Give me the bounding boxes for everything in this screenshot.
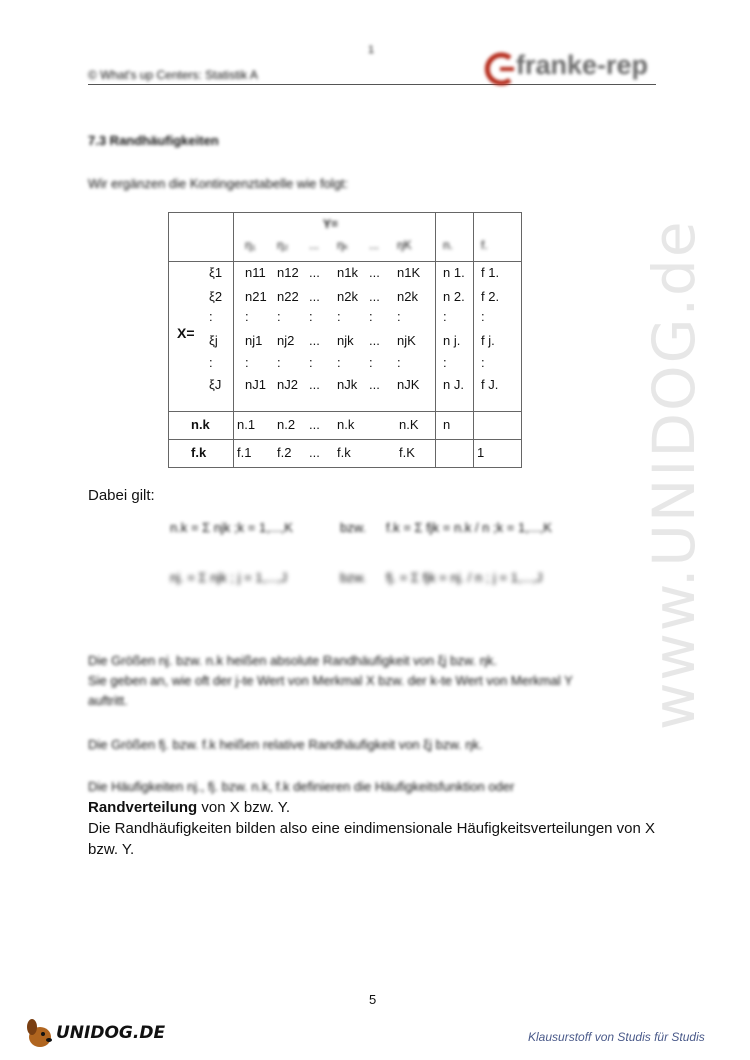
dabei-gilt: Dabei gilt: [88,487,155,504]
table-cell: f 2. [481,289,500,304]
x-label: X= [177,325,195,341]
table-cell: ... [309,333,320,348]
table-cell: n 2. [443,289,465,304]
table-cell: : [443,355,447,370]
formula-1b: f.k = Σ fjk = n.k / n ;k = 1,...,K [386,520,552,535]
row-symbol: ξ2 [209,289,223,304]
intro-text: Wir ergänzen die Kontingenztabelle wie folgt: [88,176,349,191]
sum-cell: f.2 [277,445,292,460]
table-cell: f 1. [481,265,500,280]
y-label: Y= [323,217,339,231]
unidog-logo [22,1015,166,1051]
table-cell: n12 [277,265,299,280]
sum-cell: ... [309,445,320,460]
formula-2b: fj. = Σ fjk = nj. / n ; j = 1,...,J [386,570,543,585]
table-cell: n22 [277,289,299,304]
formula-2-bzw: bzw. [340,570,367,585]
table-cell: : [397,355,401,370]
paragraph-2b: auftritt. [88,693,128,708]
table-cell: : [277,309,281,324]
table-cell: : [309,355,313,370]
sum-total: 1 [477,445,485,460]
header-dots-1: ... [309,238,320,252]
logo-c-icon [480,50,520,90]
header-eta-1: η₁ [245,238,256,252]
header-eta-2: η₂ [277,238,289,252]
page-number: 5 [369,992,377,1007]
formula-1-bzw: bzw. [340,520,367,535]
logo-text: franke-rep [516,50,649,80]
sum-cell: n.2 [277,417,296,432]
table-cell: ... [369,333,380,348]
table-cell: : [443,309,447,324]
table-cell: nJk [337,377,358,392]
top-page-number: 1 [368,44,375,56]
header-left-text: © What's up Centers: Statistik A [88,68,258,82]
header-dots-2: ... [369,238,380,252]
row-symbol: ξ1 [209,265,223,280]
table-cell: : [481,355,485,370]
sum-row-n-label: n.k [191,417,210,432]
table-cell: : [277,355,281,370]
table-cell: f j. [481,333,495,348]
table-cell: : [337,309,341,324]
paragraph-6: Die Randhäufigkeiten bilden also eine eindimensionale Häufigkeitsverteilungen von X bzw. Y. [88,820,656,858]
paragraph-4: Die Häufigkeiten nj., fj. bzw. n.k, f.k definieren die Häufigkeitsfunktion oder [88,779,515,794]
table-cell: nJ2 [277,377,298,392]
formula-2a: nj. = Σ njk ; j = 1,...,J [170,570,288,585]
row-symbol: ξJ [209,377,222,392]
header-eta-k: ηₖ [337,238,349,252]
paragraph-2a: Sie geben an, wie oft der j-te Wert von Merkmal X bzw. der k-te Wert von Merkmal Y [88,673,573,688]
row-symbol: ξj [209,333,218,348]
table-cell: : [309,309,313,324]
sum-cell: n.k [337,417,355,432]
franke-rep-logo [480,48,660,88]
table-cell: n1K [397,265,421,280]
randverteilung-term: Randverteilung [88,799,198,816]
sum-cell: f.1 [237,445,252,460]
sum-total: n [443,417,451,432]
sum-cell: n.1 [237,417,256,432]
table-cell: : [245,309,249,324]
table-cell: : [369,355,373,370]
table-cell: njk [337,333,354,348]
table-cell: nj2 [277,333,295,348]
table-cell: ... [369,265,380,280]
table-cell: : [245,355,249,370]
header-n-dot: n. [443,238,454,252]
table-cell: njK [397,333,416,348]
table-cell: : [337,355,341,370]
paragraph-5-rest: von X bzw. Y. [197,799,291,816]
sum-cell: n.K [399,417,419,432]
table-cell: n11 [245,265,266,280]
table-cell: nJK [397,377,420,392]
row-symbol: : [209,309,213,324]
table-cell: n j. [443,333,461,348]
footer-tagline: Klausurstoff von Studis für Studis [528,1030,705,1044]
dog-icon [22,1015,58,1051]
table-cell: nj1 [245,333,263,348]
sum-cell: ... [309,417,320,432]
row-symbol: : [209,355,213,370]
table-cell: ... [369,377,380,392]
table-cell: ... [369,289,380,304]
watermark: www.UNIDOG.de [640,219,708,730]
table-cell: n2k [337,289,358,304]
table-cell: : [397,309,401,324]
sum-cell: f.K [399,445,415,460]
sum-cell: f.k [337,445,351,460]
sum-row-f-label: f.k [191,445,207,460]
section-title: 7.3 Randhäufigkeiten [88,133,219,148]
table-cell: f J. [481,377,499,392]
table-cell: n1k [337,265,358,280]
table-cell: n21 [245,289,267,304]
contingency-table [168,212,522,468]
paragraph-1: Die Größen nj. bzw. n.k heißen absolute Randhäufigkeit von ξj bzw. ηk. [88,653,498,668]
table-cell: : [481,309,485,324]
table-cell: nJ1 [245,377,266,392]
paragraph-3: Die Größen fj. bzw. f.k heißen relative Randhäufigkeit von ξj bzw. ηk. [88,737,483,752]
table-cell: n2k [397,289,418,304]
table-cell: ... [309,289,320,304]
header-eta-K: ηK [397,238,412,252]
table-cell: ... [309,377,320,392]
table-cell: : [369,309,373,324]
header-f-dot: f. [481,238,488,252]
table-cell: n 1. [443,265,465,280]
footer-logo-text: UNIDOG.DE [56,1023,166,1043]
table-cell: n J. [443,377,464,392]
table-cell: ... [309,265,320,280]
formula-1a: n.k = Σ njk ;k = 1,...,K [170,520,293,535]
paragraph-5 [88,797,678,818]
